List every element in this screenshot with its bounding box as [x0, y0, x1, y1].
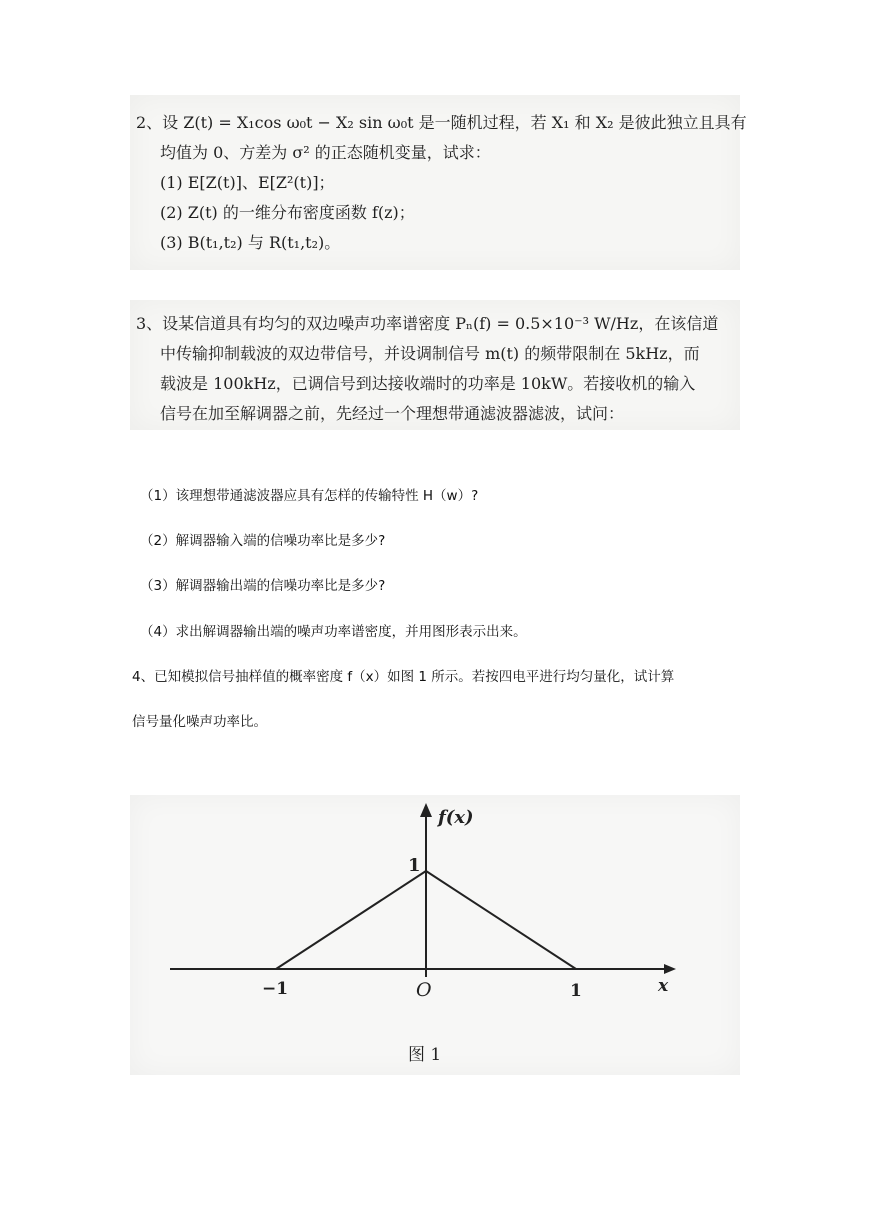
x-axis-arrow-icon: [664, 964, 676, 974]
question-4-line-2: 信号量化噪声功率比。: [132, 714, 267, 730]
question-2-part-1: (1) E[Z(t)]、E[Z²(t)]；: [160, 173, 335, 192]
question-2-line-1: 2、设 Z(t) = X₁cos ω₀t − X₂ sin ω₀t 是一随机过程，若 X₁ 和 X₂ 是彼此独立且具有: [136, 113, 747, 132]
figure-1-plot: [130, 795, 740, 1075]
question-3-sub-2: （2）解调器输入端的信噪功率比是多少?: [140, 533, 386, 549]
right-tick-label: 1: [570, 981, 582, 1001]
question-3-line-4: 信号在加至解调器之前，先经过一个理想带通滤波器滤波，试问：: [160, 404, 625, 423]
figure-caption: 图 1: [408, 1045, 442, 1065]
question-2: [136, 108, 747, 258]
question-3-line-3: 载波是 100kHz，已调信号到达接收端时的功率是 10kW。若接收机的输入: [160, 374, 696, 393]
peak-label: 1: [408, 855, 421, 876]
question-3-line-2: 中传输抑制载波的双边带信号，并设调制信号 m(t) 的频带限制在 5kHz，而: [160, 344, 700, 363]
y-axis-label: f(x): [438, 807, 474, 828]
left-tick-label: −1: [262, 979, 289, 999]
question-2-line-2: 均值为 0、方差为 σ² 的正态随机变量，试求：: [160, 143, 491, 162]
question-4-line-1: 4、已知模拟信号抽样值的概率密度 f（x）如图 1 所示。若按四电平进行均匀量化，试计算: [132, 669, 675, 685]
question-3-sub-4: （4）求出解调器输出端的噪声功率谱密度，并用图形表示出来。: [140, 624, 527, 640]
question-3-line-1: 3、设某信道具有均匀的双边噪声功率谱密度 Pₙ(f) = 0.5×10⁻³ W/Hz，在该信道: [136, 314, 719, 333]
figure-1: [130, 795, 740, 1075]
origin-label: O: [416, 979, 432, 1001]
x-axis-label: x: [658, 976, 669, 996]
question-3-sub-3: （3）解调器输出端的信噪功率比是多少?: [140, 578, 386, 594]
question-3: [136, 309, 718, 429]
question-3-sub-1: （1）该理想带通滤波器应具有怎样的传输特性 H（w）?: [140, 488, 479, 504]
question-2-part-2: (2) Z(t) 的一维分布密度函数 f(z)；: [160, 203, 415, 222]
question-2-part-3: (3) B(t₁,t₂) 与 R(t₁,t₂)。: [160, 233, 341, 252]
y-axis-arrow-icon: [420, 803, 432, 817]
